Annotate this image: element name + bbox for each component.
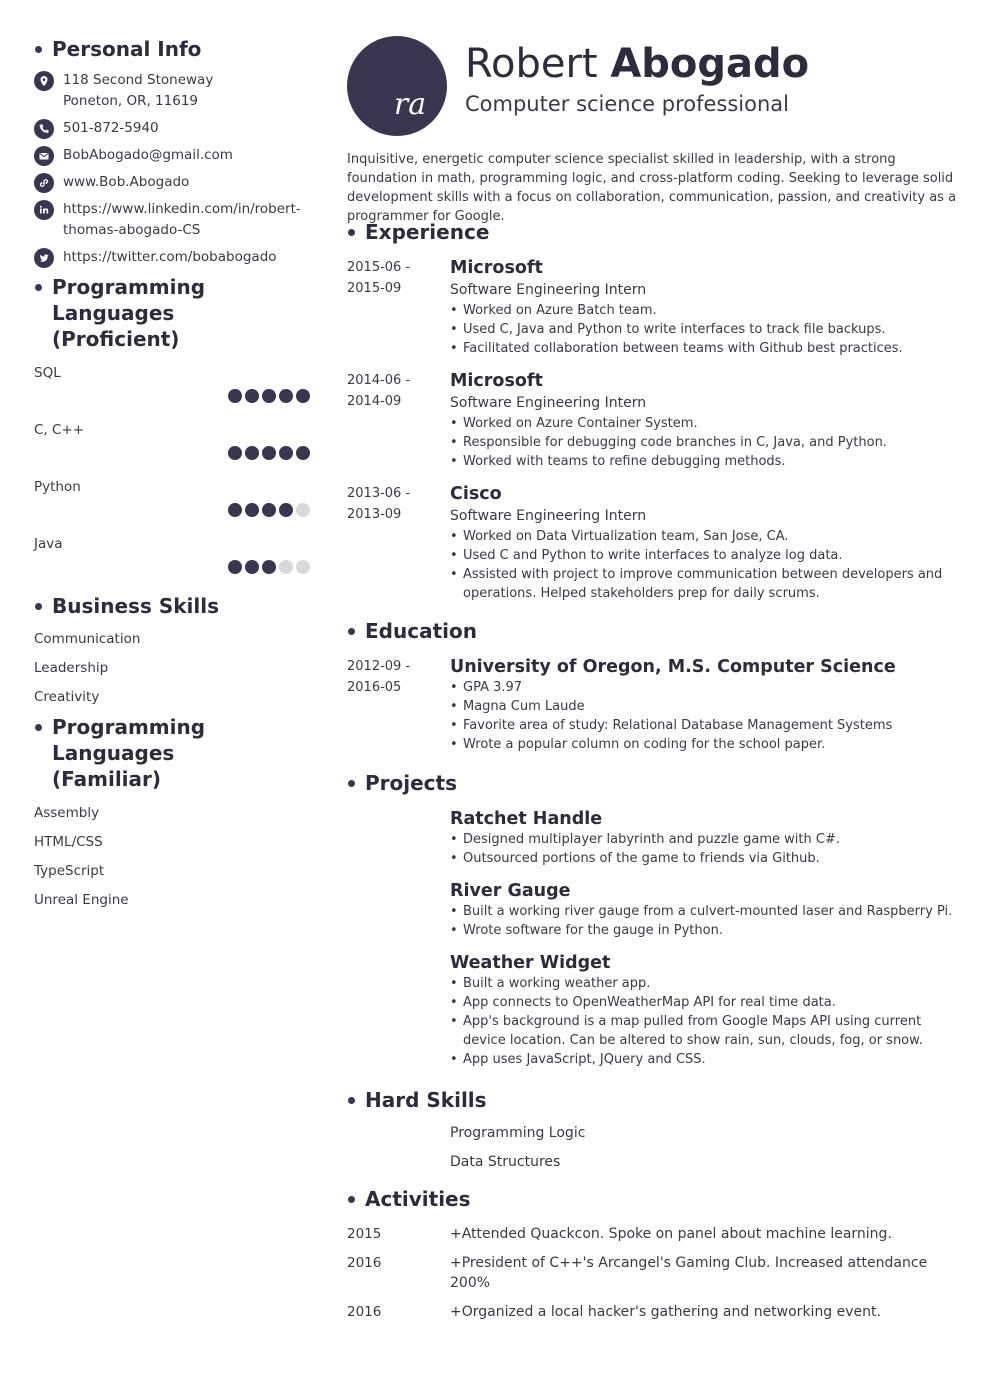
twitter-icon <box>34 248 54 268</box>
bullet-dot <box>35 284 42 291</box>
list-item: Data Structures <box>450 1154 561 1170</box>
entry-dates <box>347 880 450 940</box>
activities-heading: Activities <box>347 1186 962 1212</box>
avatar: ra <box>347 36 447 136</box>
business-skills-heading: Business Skills <box>34 593 310 619</box>
education-section <box>347 618 962 754</box>
activity-year: 2016 <box>347 1255 382 1271</box>
rating-dot-filled <box>262 503 276 517</box>
contact-email <box>34 145 310 166</box>
bullet-item: • Outsourced portions of the game to friends via Github. <box>450 849 962 868</box>
bullet-item: • App connects to OpenWeatherMap API for real time data. <box>450 993 962 1012</box>
linkedin-line-2[interactable]: thomas-abogado-CS <box>63 222 201 238</box>
bullet-item: • Responsible for debugging code branches in C, Java, and Python. <box>450 433 962 452</box>
education-entry <box>347 656 962 754</box>
email-text[interactable]: BobAbogado@gmail.com <box>63 147 233 163</box>
proficient-skills-list <box>34 363 310 591</box>
bullet-dot <box>35 603 42 610</box>
date-start: 2015-06 - <box>347 260 411 275</box>
skill-name: SQL <box>34 365 61 381</box>
rating-dot-filled <box>262 560 276 574</box>
projects-entry <box>347 952 962 1069</box>
education-list <box>347 656 962 754</box>
activity-text: +President of C++'s Arcangel's Gaming Club. Increased attendance 200% <box>450 1255 928 1291</box>
rated-skill <box>34 363 310 420</box>
entry-dates <box>347 808 450 868</box>
entry-dates <box>347 257 450 358</box>
list-item: Creativity <box>34 689 100 705</box>
rating-dot-filled <box>279 503 293 517</box>
rating-dot-filled <box>228 446 242 460</box>
bullet-item: • Favorite area of study: Relational Database Management Systems <box>450 716 962 735</box>
bullet-dot <box>35 724 42 731</box>
rating-dot-filled <box>245 560 259 574</box>
skill-name: C, C++ <box>34 422 85 438</box>
rated-skill <box>34 534 310 591</box>
bullet-list <box>450 527 962 603</box>
entry-body <box>450 370 962 471</box>
personal-info-heading: Personal Info <box>34 36 310 62</box>
activity-text: +Organized a local hacker's gathering and networking event. <box>450 1304 881 1320</box>
activity-year: 2015 <box>347 1226 382 1242</box>
familiar-languages-heading: Programming Languages (Familiar) <box>34 714 310 792</box>
entry-dates <box>347 483 450 603</box>
entry-body <box>450 483 962 603</box>
rated-skill <box>34 420 310 477</box>
rating-dot-filled <box>245 389 259 403</box>
hard-skills-section <box>347 1087 962 1181</box>
phone-icon <box>34 119 54 139</box>
bullet-item: • Wrote software for the gauge in Python. <box>450 921 962 940</box>
list-item: Leadership <box>34 660 109 676</box>
skill-rating <box>228 560 310 574</box>
contact-linkedin <box>34 199 310 241</box>
bullet-item: • Built a working weather app. <box>450 974 962 993</box>
bullet-item: • Magna Cum Laude <box>450 697 962 716</box>
rating-dot-empty <box>296 560 310 574</box>
candidate-name: Robert Abogado <box>465 41 810 87</box>
date-end: 2014-09 <box>347 394 402 409</box>
bullet-item: • Used C and Python to write interfaces to analyze log data. <box>450 546 962 565</box>
bullet-item: • Facilitated collaboration between teams with Github best practices. <box>450 339 962 358</box>
bullet-dot <box>348 229 355 236</box>
summary-paragraph: Inquisitive, energetic computer science specialist skilled in leadership, with a strong foundation in math, programming logic, and cross-platform coding. Seeking to leverage solid development skills with a focus on collaboration, communication, passion, and creativity as a programmer for Google. <box>347 152 957 224</box>
skill-rating <box>228 503 310 517</box>
contact-phone <box>34 118 310 139</box>
bullet-item: • Built a working river gauge from a culvert-mounted laser and Raspberry Pi. <box>450 902 962 921</box>
candidate-title: Computer science professional <box>465 92 790 116</box>
entry-role: Software Engineering Intern <box>450 395 647 411</box>
date-start: 2012-09 - <box>347 659 411 674</box>
entry-dates <box>347 952 450 1069</box>
activity-row <box>347 1224 962 1244</box>
link-icon <box>34 173 54 193</box>
rating-dot-filled <box>245 503 259 517</box>
location-icon <box>34 71 54 91</box>
date-start: 2014-06 - <box>347 373 411 388</box>
contact-twitter <box>34 247 310 268</box>
contact-address <box>34 70 310 112</box>
rating-dot-filled <box>296 389 310 403</box>
proficient-languages-heading: Programming Languages (Proficient) <box>34 274 310 352</box>
rating-dot-filled <box>262 389 276 403</box>
activity-year: 2016 <box>347 1304 382 1320</box>
rating-dot-filled <box>228 560 242 574</box>
list-item: Assembly <box>34 805 100 821</box>
contact-website <box>34 172 310 193</box>
skill-rating <box>228 389 310 403</box>
bullet-dot <box>35 46 42 53</box>
bullet-item: • Worked with teams to refine debugging methods. <box>450 452 962 471</box>
bullet-item: • Used C, Java and Python to write interfaces to track file backups. <box>450 320 962 339</box>
projects-entry <box>347 808 962 868</box>
entry-dates <box>347 656 450 754</box>
rating-dot-empty <box>296 503 310 517</box>
hard-skills-list <box>347 1123 962 1172</box>
bullet-item: • Worked on Azure Container System. <box>450 414 962 433</box>
list-item: TypeScript <box>34 863 105 879</box>
date-end: 2015-09 <box>347 281 402 296</box>
entry-body <box>450 880 962 940</box>
date-start: 2013-06 - <box>347 486 411 501</box>
bullet-dot <box>348 1196 355 1203</box>
rating-dot-filled <box>262 446 276 460</box>
experience-heading: Experience <box>347 219 962 245</box>
list-item: Programming Logic <box>450 1125 586 1141</box>
hard-skills-heading: Hard Skills <box>347 1087 962 1113</box>
linkedin-line-1[interactable]: https://www.linkedin.com/in/robert- <box>63 201 301 217</box>
activities-list <box>347 1224 962 1322</box>
entry-dates <box>347 370 450 471</box>
entry-body <box>450 808 962 868</box>
experience-list <box>347 257 962 603</box>
sidebar <box>34 36 310 919</box>
bullet-item: • Designed multiplayer labyrinth and puzzle game with C#. <box>450 830 962 849</box>
list-item: Communication <box>34 631 141 647</box>
entry-title: Microsoft <box>450 258 543 278</box>
activity-row <box>347 1302 962 1322</box>
entry-body <box>450 257 962 358</box>
list-item: HTML/CSS <box>34 834 103 850</box>
bullet-item: • Worked on Azure Batch team. <box>450 301 962 320</box>
rating-dot-filled <box>245 446 259 460</box>
bullet-list <box>450 678 962 754</box>
business-skills-list <box>34 629 310 707</box>
entry-title: Weather Widget <box>450 953 611 973</box>
entry-title: River Gauge <box>450 881 571 901</box>
skill-name: Java <box>34 536 63 552</box>
bullet-item: • Assisted with project to improve communication between developers and operations. Helped stakeholders prep for daily scrums. <box>450 565 962 603</box>
projects-section <box>347 770 962 1069</box>
projects-list <box>347 808 962 1069</box>
date-end: 2016-05 <box>347 680 402 695</box>
website-text[interactable]: www.Bob.Abogado <box>63 174 190 190</box>
address-line-1: 118 Second Stoneway <box>63 72 214 88</box>
rating-dot-empty <box>279 560 293 574</box>
bullet-item: • GPA 3.97 <box>450 678 962 697</box>
bullet-item: • Worked on Data Virtualization team, San Jose, CA. <box>450 527 962 546</box>
rating-dot-filled <box>228 389 242 403</box>
phone-text[interactable]: 501-872-5940 <box>63 120 159 136</box>
contact-list <box>34 70 310 268</box>
bullet-dot <box>348 780 355 787</box>
entry-body <box>450 656 962 754</box>
bullet-item: • Wrote a popular column on coding for the school paper. <box>450 735 962 754</box>
entry-title: Ratchet Handle <box>450 809 603 829</box>
skill-name: Python <box>34 479 81 495</box>
projects-heading: Projects <box>347 770 962 796</box>
skill-rating <box>228 446 310 460</box>
email-icon <box>34 146 54 166</box>
activities-section <box>347 1186 962 1322</box>
experience-entry <box>347 257 962 358</box>
bullet-dot <box>348 1097 355 1104</box>
activity-row <box>347 1253 962 1293</box>
rating-dot-filled <box>228 503 242 517</box>
projects-entry <box>347 880 962 940</box>
twitter-text[interactable]: https://twitter.com/bobabogado <box>63 249 277 265</box>
experience-entry <box>347 370 962 471</box>
activity-text: +Attended Quackcon. Spoke on panel about machine learning. <box>450 1226 892 1242</box>
entry-role: Software Engineering Intern <box>450 508 647 524</box>
entry-title: University of Oregon, M.S. Computer Science <box>450 657 896 677</box>
bullet-item: • App uses JavaScript, JQuery and CSS. <box>450 1050 962 1069</box>
bullet-list <box>450 414 962 471</box>
rating-dot-filled <box>279 389 293 403</box>
bullet-item: • App's background is a map pulled from Google Maps API using current device location. Can be altered to show rain, sun, clouds, fog, or snow. <box>450 1012 962 1050</box>
address-line-2: Poneton, OR, 11619 <box>63 93 199 109</box>
date-end: 2013-09 <box>347 507 402 522</box>
education-heading: Education <box>347 618 962 644</box>
familiar-skills-list <box>34 803 310 910</box>
experience-section <box>347 219 962 603</box>
list-item: Unreal Engine <box>34 892 129 908</box>
bullet-dot <box>348 628 355 635</box>
experience-entry <box>347 483 962 603</box>
bullet-list <box>450 301 962 358</box>
entry-role: Software Engineering Intern <box>450 282 647 298</box>
rating-dot-filled <box>296 446 310 460</box>
rated-skill <box>34 477 310 534</box>
linkedin-icon <box>34 200 54 220</box>
bullet-list <box>450 974 962 1069</box>
bullet-list <box>450 830 962 868</box>
entry-body <box>450 952 962 1069</box>
bullet-list <box>450 902 962 940</box>
entry-title: Microsoft <box>450 371 543 391</box>
entry-title: Cisco <box>450 484 502 504</box>
rating-dot-filled <box>279 446 293 460</box>
